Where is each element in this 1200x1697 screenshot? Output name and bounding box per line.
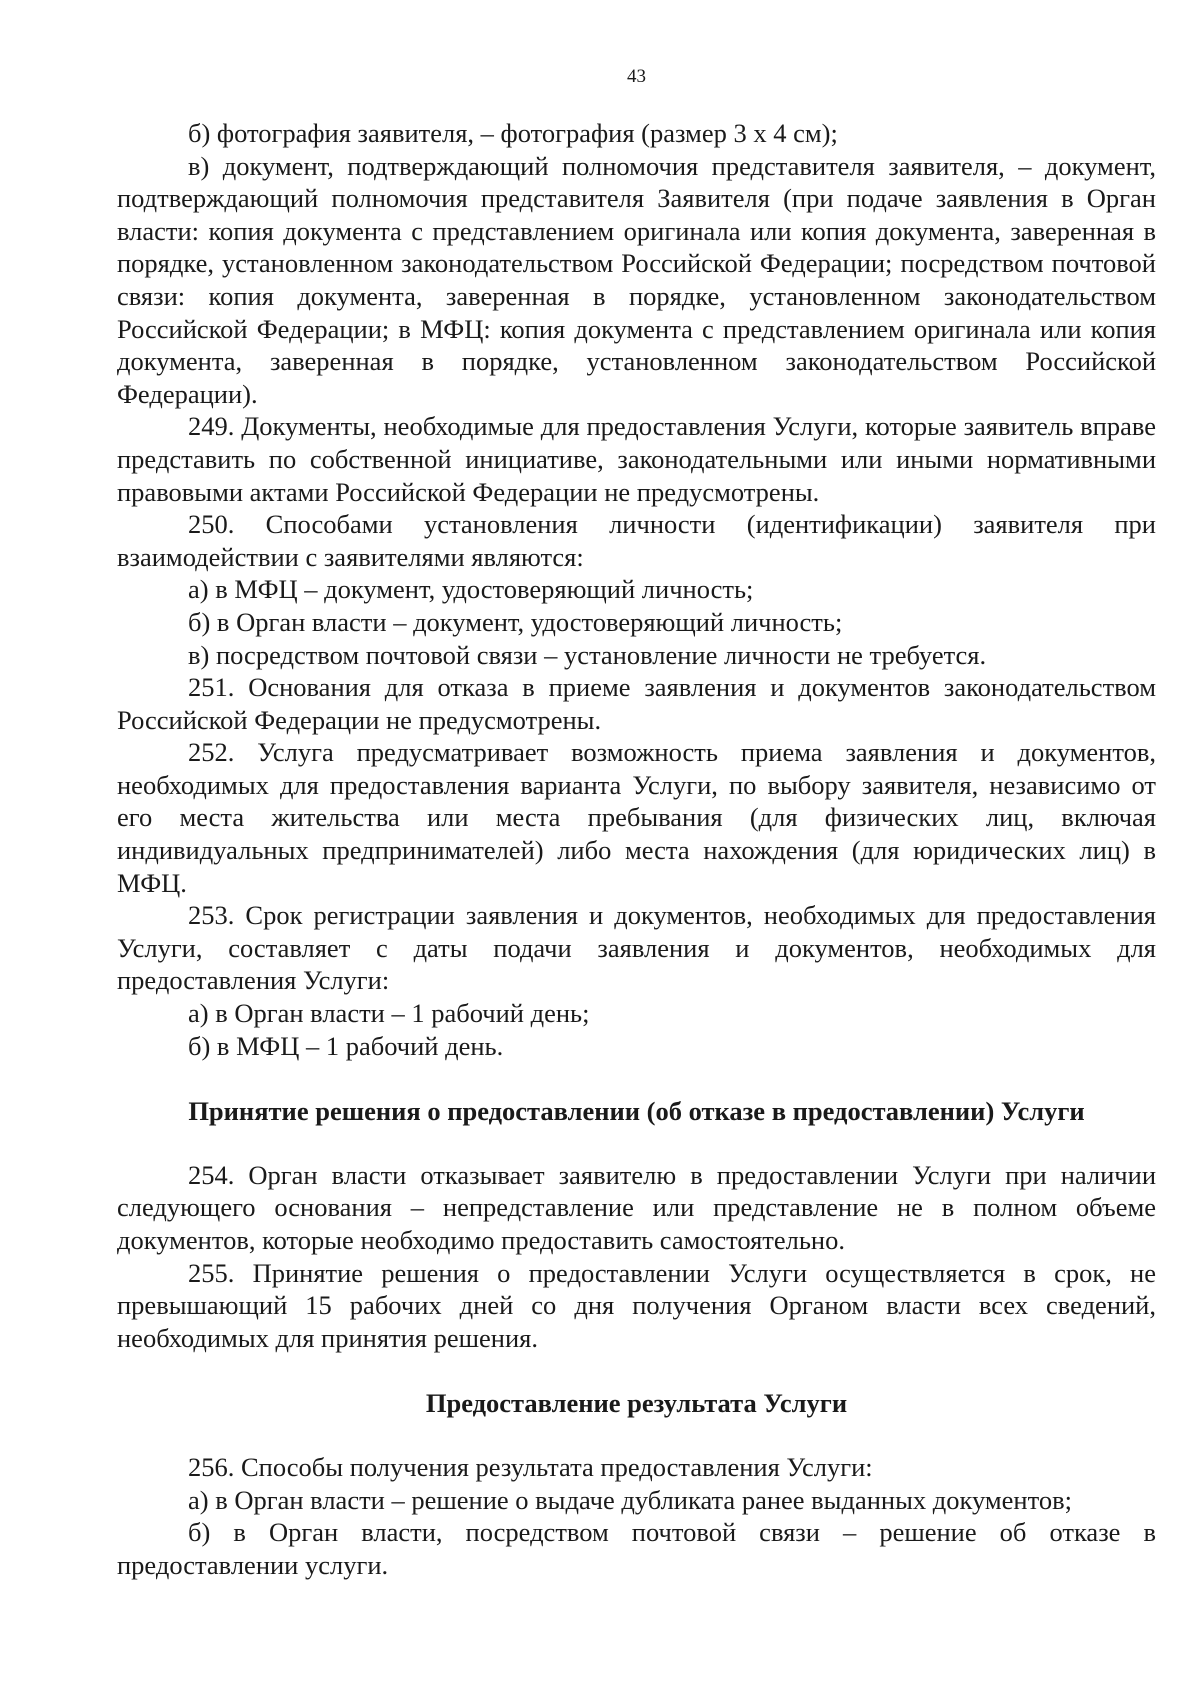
paragraph: 254. Орган власти отказывает заявителю в предоставлении Услуги при наличии следующего основания – непредставление или представление не в полном объеме документов, которые необходимо предоставить самостоятельно. [117,1159,1156,1255]
paragraph: а) в МФЦ – документ, удостоверяющий личность; [188,574,754,605]
paragraph: а) в Орган власти – решение о выдаче дубликата ранее выданных документов; [188,1484,1072,1515]
paragraph: 251. Основания для отказа в приеме заявления и документов законодательством Российской Федерации не предусмотрены. [117,672,1156,735]
paragraph: 252. Услуга предусматривает возможность приема заявления и документов, необходимых для предоставления варианта Услуги, по выбору заявителя, независимо от его места жительства или места пребывания (для физических лиц, включая индивидуальных предпринимателей) либо места нахождения (для юридических лиц) в МФЦ. [117,737,1156,898]
paragraph: б) в МФЦ – 1 рабочий день. [188,1030,504,1061]
paragraph: в) посредством почтовой связи – установление личности не требуется. [188,639,987,670]
document-body [117,117,1156,1581]
paragraph: 250. Способами установления личности (идентификации) заявителя при взаимодействии с заявителями являются: [117,509,1156,572]
paragraph: а) в Орган власти – 1 рабочий день; [188,998,590,1029]
paragraph: 253. Срок регистрации заявления и документов, необходимых для предоставления Услуги, составляет с даты подачи заявления и документов, необходимых для предоставления Услуги: [117,900,1156,996]
paragraph: б) фотография заявителя, – фотография (размер 3 х 4 см); [188,118,838,148]
paragraph: 249. Документы, необходимые для предоставления Услуги, которые заявитель вправе представить по собственной инициативе, законодательными или иными нормативными правовыми актами Российской Федерации не предусмотрены. [117,411,1156,507]
section-heading: Предоставление результата Услуги [425,1388,848,1419]
section-heading: Принятие решения о предоставлении (об отказе в предоставлении) Услуги [188,1096,1085,1127]
page-number: 43 [627,66,646,87]
paragraph: б) в Орган власти, посредством почтовой связи – решение об отказе в предоставлении услуги. [117,1517,1156,1580]
paragraph: б) в Орган власти – документ, удостоверяющий личность; [188,606,843,637]
paragraph: 255. Принятие решения о предоставлении Услуги осуществляется в срок, не превышающий 15 рабочих дней со дня получения Органом власти всех сведений, необходимых для принятия решения. [117,1257,1156,1353]
paragraph: 256. Способы получения результата предоставления Услуги: [188,1451,873,1482]
paragraph: в) документ, подтверждающий полномочия представителя заявителя, – документ, подтверждающий полномочия представителя Заявителя (при подаче заявления в Орган власти: копия документа с представлением оригинала или копия документа, заверенная в порядке, установленном законодательством Российской Федерации; посредством почтовой связи: копия документа, заверенная в порядке, установленном законодательством Российской Федерации; в МФЦ: копия документа с представлением оригинала или копия документа, заверенная в порядке, установленном законодательством Российской Федерации). [117,150,1156,409]
